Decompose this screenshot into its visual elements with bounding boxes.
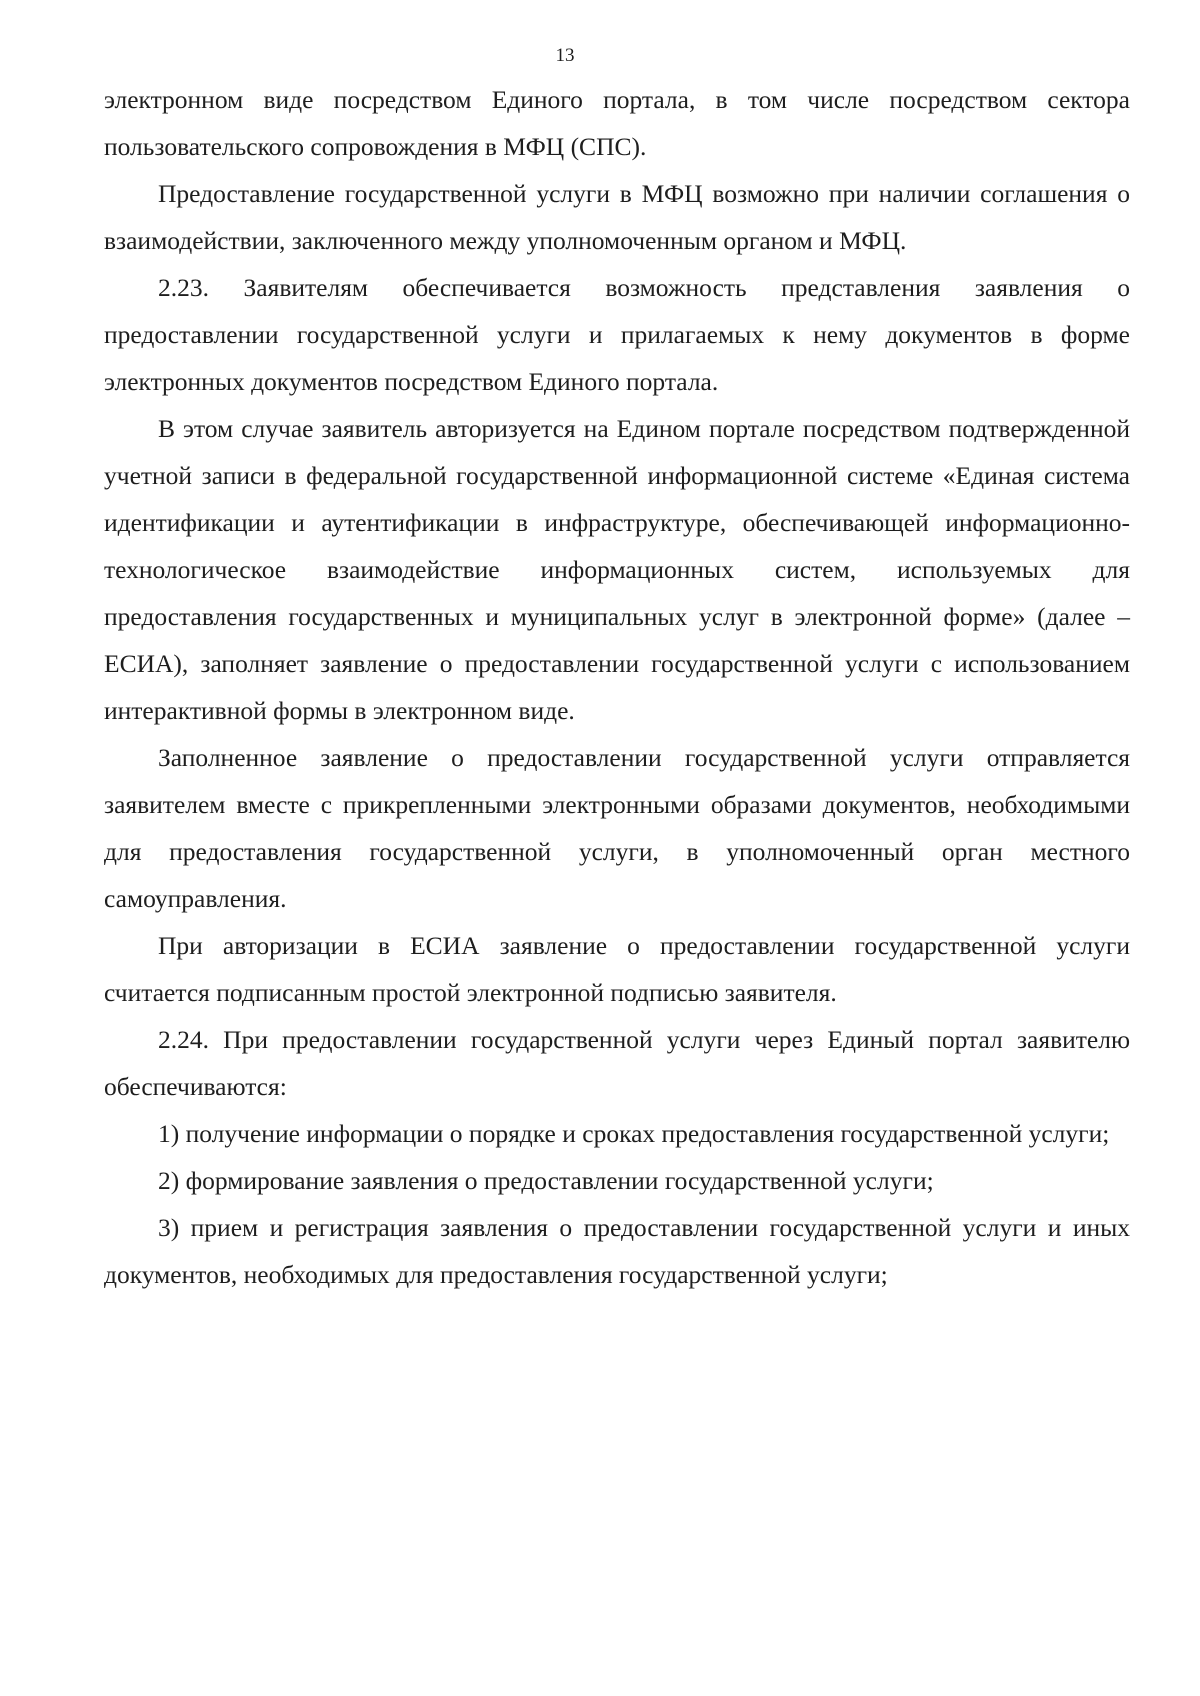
paragraph-esia-authorization: В этом случае заявитель авторизуется на Едином портале посредством подтвержденной учетной записи в федеральной государственной информационной системе «Единая система идентификации и аутентификации в инфраструктуре, обеспечивающей информационно-технологическое взаимодействие информационных систем, используемых для предоставления государственных и муниципальных услуг в электронной форме» (далее – ЕСИА), заполняет заявление о предоставлении государственной услуги с использованием интерактивной формы в электронном виде. [104,414,1130,725]
paragraph-continuation: электронном виде посредством Единого портала, в том числе посредством сектора пользовательского сопровождения в МФЦ (СПС). [104,85,1130,161]
paragraph-2-23: 2.23. Заявителям обеспечивается возможность представления заявления о предоставлении государственной услуги и прилагаемых к нему документов в форме электронных документов посредством Единого портала. [104,273,1130,396]
list-item-1: 1) получение информации о порядке и сроках предоставления государственной услуги; [158,1119,1110,1148]
document-body [104,76,1130,1298]
paragraph-application-sending: Заполненное заявление о предоставлении государственной услуги отправляется заявителем вместе с прикрепленными электронными образами документов, необходимыми для предоставления государственной услуги, в уполномоченный орган местного самоуправления. [104,743,1130,913]
list-item-3: 3) прием и регистрация заявления о предоставлении государственной услуги и иных документов, необходимых для предоставления государственной услуги; [104,1213,1130,1289]
page-number: 13 [555,45,575,66]
list-item-2: 2) формирование заявления о предоставлении государственной услуги; [158,1166,934,1195]
paragraph-2-24: 2.24. При предоставлении государственной услуги через Единый портал заявителю обеспечиваются: [104,1025,1130,1101]
paragraph-mfc-agreement: Предоставление государственной услуги в МФЦ возможно при наличии соглашения о взаимодействии, заключенного между уполномоченным органом и МФЦ. [104,179,1130,255]
paragraph-simple-signature: При авторизации в ЕСИА заявление о предоставлении государственной услуги считается подписанным простой электронной подписью заявителя. [104,931,1130,1007]
